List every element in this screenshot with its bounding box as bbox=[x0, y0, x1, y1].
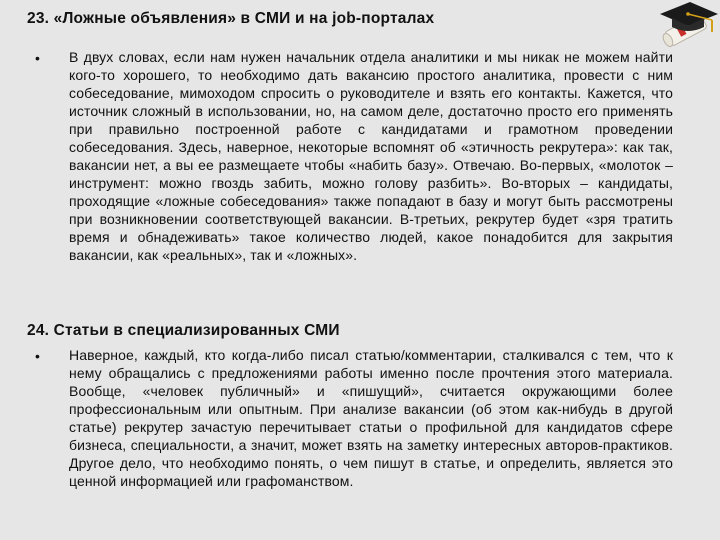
section-24-bullet: • bbox=[35, 348, 40, 364]
graduation-cap-diploma-icon bbox=[652, 0, 720, 56]
section-23-bullet: • bbox=[35, 50, 40, 66]
section-24-text: Наверное, каждый, кто когда-либо писал статью/комментарии, сталкивался с тем, что к нему обращались с предложениями работы именно после прочтения этого материала. Вообще, «человек публичный» и «пишущий», считается окружающими более профессиональным или опытным. При анализе вакансии (об этом как-нибудь в другой статье) рекрутер зачастую перечитывает статьи о профильной для кандидатов сфере бизнеса, специальности, а значит, может взять на заметку интересных авторов-практиков. Другое дело, что необходимо понять, о чем пишут в статье, и определить, является это ценной информацией или графоманством. bbox=[69, 347, 673, 489]
section-24-heading: 24. Статьи в специализированных СМИ bbox=[27, 322, 340, 339]
section-23-text: В двух словах, если нам нужен начальник отдела аналитики и мы никак не можем найти кого-то хорошего, то необходимо дать вакансию простого аналитика, провести с ним собеседование, мимоходом спросить о руководителе и взять его контакты. Кажется, что источник сложный в использовании, но, на самом деле, достаточно просто его применять при правильно построенной работе с кандидатами и грамотном проведении собеседования. Здесь, наверное, некоторые вспомнят об «этичность рекрутера»: как так, вакансии нет, а вы ее размещаете чтобы «набить базу». Отвечаю. Во-первых, «молоток – инструмент: можно гвоздь забить, можно голову разбить». Во-вторых – кандидаты, проходящие «ложные собеседования» также попадают в базу и могут быть рассмотрены при возникновении соответствующей вакансии. В-третьих, рекрутер будет «зря тратить время и обнадеживать» такое количество людей, какое понадобится для закрытия вакансии, как «реальных», так и «ложных». bbox=[69, 49, 673, 263]
section-23-heading: 23. «Ложные объявления» в СМИ и на job-порталах bbox=[27, 10, 435, 27]
